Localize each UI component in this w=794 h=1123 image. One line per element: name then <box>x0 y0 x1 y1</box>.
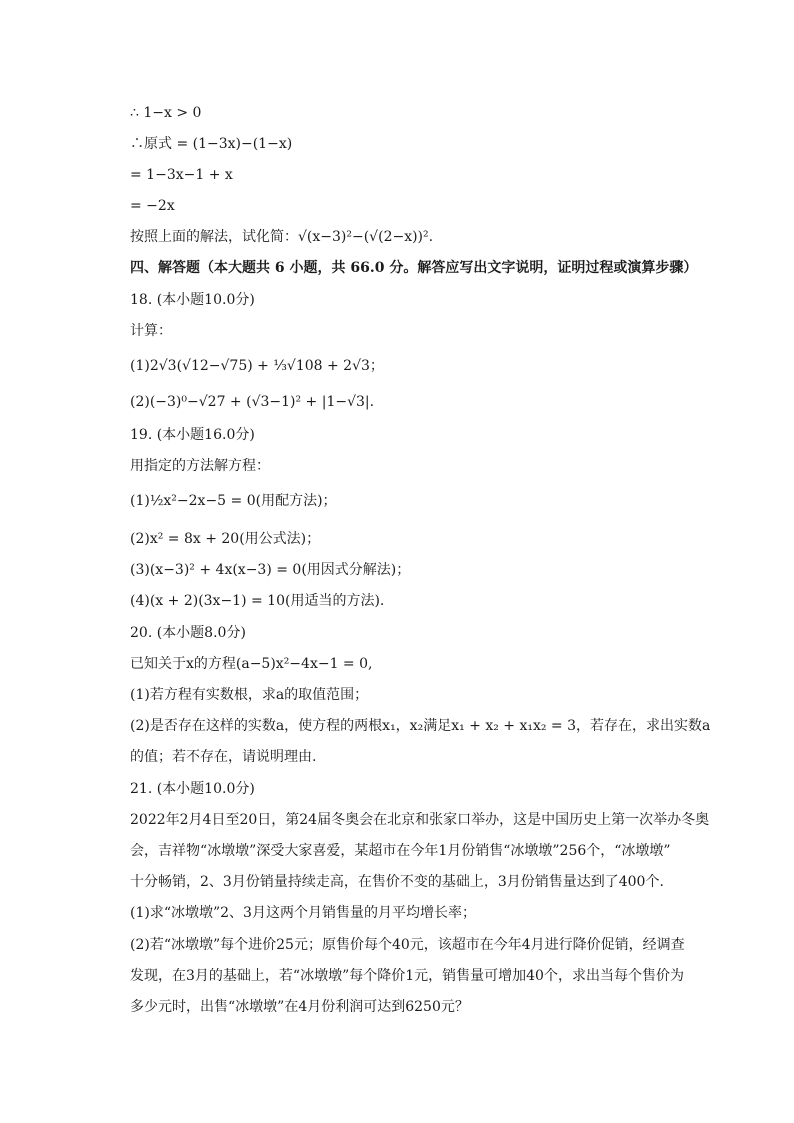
q21-part2-line: 发现，在3月的基础上，若“冰墩墩”每个降价1元，销售量可增加40个，求出当每个售价为 <box>130 968 684 984</box>
q20-stem: 已知关于x的方程(a−5)x²−4x−1 = 0, <box>130 656 373 672</box>
q20-header: 20. (本小题8.0分) <box>130 625 246 641</box>
q21-header: 21. (本小题10.0分) <box>130 781 255 797</box>
q20-part2: (2)是否存在这样的实数a，使方程的两根x₁，x₂满足x₁ + x₂ + x₁x₂ = 3，若存在，求出实数a <box>130 718 711 734</box>
solution-line: = 1−3x−1 + x <box>130 167 233 183</box>
q20-part1: (1)若方程有实数根，求a的取值范围； <box>130 687 369 703</box>
q18-header: 18. (本小题10.0分) <box>130 292 255 308</box>
q21-part2-line: (2)若“冰墩墩”每个进价25元；原售价每个40元，该超市在今年4月进行降价促销，经调查 <box>130 937 685 953</box>
q19-header: 19. (本小题16.0分) <box>130 427 255 443</box>
simplify-prompt <box>130 227 433 247</box>
solution-line: = −2x <box>130 198 175 214</box>
q21-stem-line: 2022年2月4日至20日，第24届冬奥会在北京和张家口举办，这是中国历史上第一次举办冬奥 <box>130 812 710 828</box>
q21-part1: (1)求“冰墩墩”2、3月这两个月销售量的月平均增长率； <box>130 905 476 921</box>
solution-line: ∴ 1−x > 0 <box>130 105 202 121</box>
q21-stem-line: 十分畅销，2、3月份销量持续走高，在售价不变的基础上，3月份销售量达到了400个. <box>130 874 664 890</box>
q19-part3: (3)(x−3)² + 4x(x−3) = 0(用因式分解法)； <box>130 562 411 578</box>
q20-part2-cont: 的值；若不存在，请说明理由. <box>130 749 317 765</box>
prompt-expression: √(x−3)²−(√(2−x))². <box>298 229 434 245</box>
q18-instruction: 计算： <box>130 323 172 339</box>
section-heading: 四、解答题（本大题共 6 小题，共 66.0 分。解答应写出文字说明，证明过程或演算步骤） <box>130 260 698 276</box>
q19-part4: (4)(x + 2)(3x−1) = 10(用适当的方法). <box>130 593 385 609</box>
q21-part2-line: 多少元时，出售“冰墩墩”在4月份利润可达到6250元？ <box>130 999 469 1015</box>
q19-part1: (1)½x²−2x−5 = 0(用配方法)； <box>130 493 337 509</box>
solution-line: ∴原式 = (1−3x)−(1−x) <box>130 136 293 152</box>
q19-part2: (2)x² = 8x + 20(用公式法)； <box>130 531 321 547</box>
q18-part2: (2)(−3)⁰−√27 + (√3−1)² + |1−√3|. <box>130 394 375 410</box>
prompt-text: 按照上面的解法，试化简： <box>130 229 298 245</box>
q19-instruction: 用指定的方法解方程： <box>130 458 270 474</box>
q18-part1: (1)2√3(√12−√75) + ⅓√108 + 2√3； <box>130 358 384 374</box>
q21-stem-line: 会，吉祥物“冰墩墩”深受大家喜爱，某超市在今年1月份销售“冰墩墩”256个，“冰墩墩” <box>130 843 671 859</box>
